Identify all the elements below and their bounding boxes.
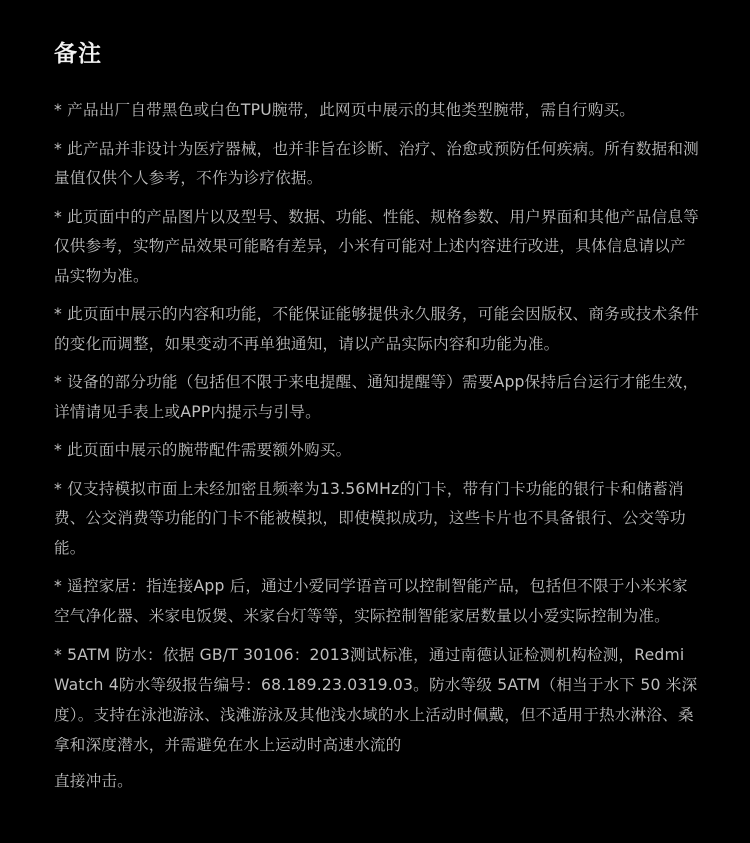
page-title: 备注: [54, 41, 102, 67]
note-item: * 此页面中展示的腕带配件需要额外购买。: [54, 441, 352, 459]
notes-list: [54, 96, 700, 796]
note-item: * 此页面中展示的内容和功能，不能保证能够提供永久服务，可能会因版权、商务或技术条件的变化而调整，如果变动不再单独通知，请以产品实际内容和功能为准。: [54, 305, 699, 353]
note-item: * 产品出厂自带黑色或白色TPU腕带，此网页中展示的其他类型腕带，需自行购买。: [54, 101, 636, 119]
note-item: * 此页面中的产品图片以及型号、数据、功能、性能、规格参数、用户界面和其他产品信息等仅供参考，实物产品效果可能略有差异，小米有可能对上述内容进行改进，具体信息请以产品实物为准。: [54, 207, 699, 285]
note-item: * 仅支持模拟市面上未经加密且频率为13.56MHz的门卡，带有门卡功能的银行卡和储蓄消费、公交消费等功能的门卡不能被模拟，即使模拟成功，这些卡片也不具备银行、公交等功能。: [54, 479, 686, 557]
note-waterproof-text: * 5ATM 防水：依据 GB/T 30106：2013测试标准，通过南德认证检测机构检测，Redmi Watch 4防水等级报告编号：68.189.23.0319.03。防水等级 5ATM（相当于水下 50 米深度）。支持在泳池游泳、浅滩游泳及其他浅水域的水上活动时佩戴，但不适用于热水淋浴、桑拿和深度潜水，并需避免在水上运动时高速水流的: [54, 646, 698, 754]
note-item-waterproof: [54, 640, 700, 796]
note-item: * 设备的部分功能（包括但不限于来电提醒、通知提醒等）需要App保持后台运行才能生效，详情请见手表上或APP内提示与引导。: [54, 373, 699, 421]
note-item: * 遥控家居：指连接App 后，通过小爱同学语音可以控制智能产品，包括但不限于小米米家空气净化器、米家电饭煲、米家台灯等等，实际控制智能家居数量以小爱实际控制为准。: [54, 577, 688, 625]
note-waterproof-tail: 直接冲击。: [54, 772, 133, 790]
note-item: * 此产品并非设计为医疗器械，也并非旨在诊断、治疗、治愈或预防任何疾病。所有数据和测量值仅供个人参考，不作为诊疗依据。: [54, 139, 699, 187]
